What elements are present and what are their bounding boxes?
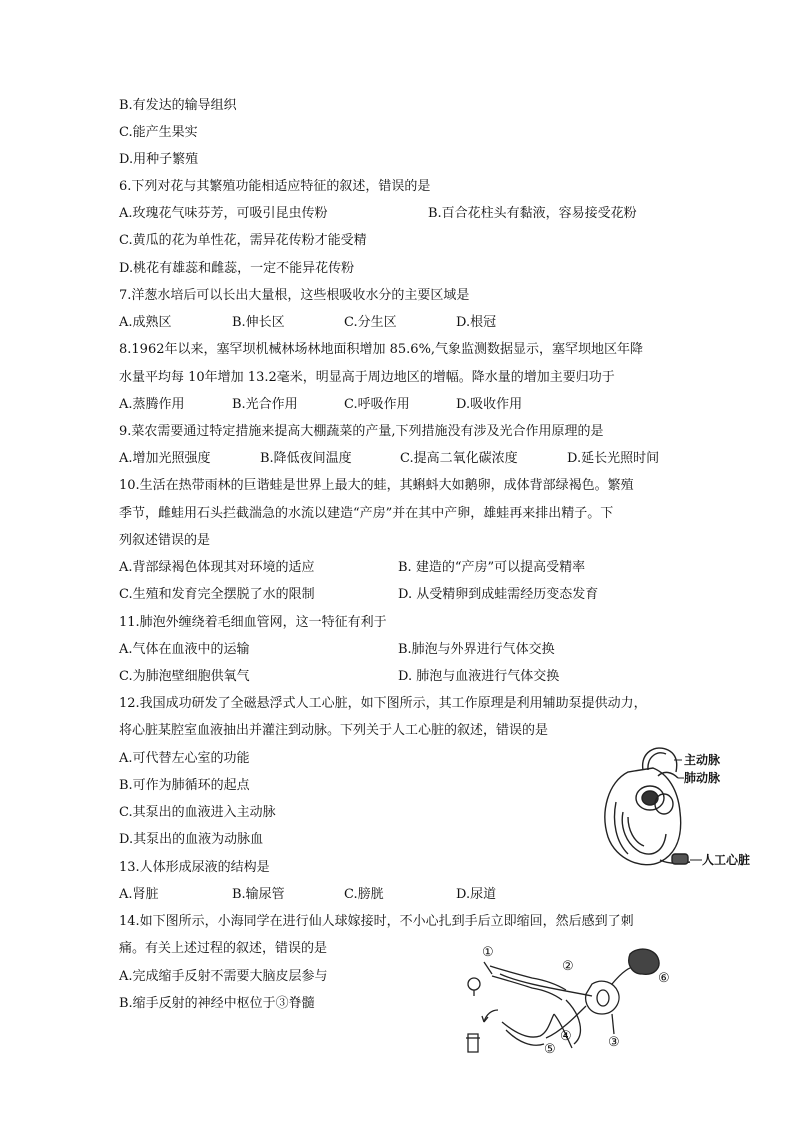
- marker-6: ⑥: [658, 971, 670, 986]
- q6-option-a: A.玫瑰花气味芬芳，可吸引昆虫传粉: [119, 206, 328, 221]
- q6-option-c: C.黄瓜的花为单性花，需异花传粉才能受精: [119, 233, 367, 248]
- option-line: D.用种子繁殖: [119, 152, 199, 167]
- marker-3: ③: [608, 1035, 620, 1050]
- q9-option-a: A.增加光照强度: [119, 451, 211, 466]
- q10-option-b: B. 建造的“产房”可以提高受精率: [398, 560, 586, 575]
- question-14: 14.如下图所示，小海同学在进行仙人球嫁接时，不小心扎到手后立即缩回，然后感到了刺: [119, 914, 634, 929]
- marker-2: ②: [562, 959, 574, 974]
- q8-option-b: B.光合作用: [232, 397, 298, 412]
- question-14-cont: 痛。有关上述过程的叙述，错误的是: [119, 941, 328, 956]
- artificial-heart-figure: [598, 742, 768, 874]
- q12-option-b: B.可作为肺循环的起点: [119, 778, 250, 793]
- q14-option-a: A.完成缩手反射不需要大脑皮层参与: [119, 969, 328, 984]
- question-10-cont: 季节，雌蛙用石头拦截湍急的水流以建造“产房”并在其中产卵，雄蛙再来排出精子。下: [119, 506, 614, 521]
- q7-option-c: C.分生区: [344, 315, 397, 330]
- q13-option-c: C.膀胱: [344, 887, 384, 902]
- q11-option-b: B.肺泡与外界进行气体交换: [398, 642, 555, 657]
- question-10: 10.生活在热带雨林的巨谐蛙是世界上最大的蛙，其蝌蚪大如鹅卵，成体背部绿褐色。繁殖: [119, 478, 634, 493]
- q14-option-b: B.缩手反射的神经中枢位于③脊髓: [119, 996, 315, 1011]
- question-11: 11.肺泡外缠绕着毛细血管网，这一特征有利于: [119, 615, 387, 630]
- q7-option-d: D.根冠: [456, 315, 497, 330]
- marker-5: ⑤: [544, 1042, 556, 1057]
- q13-option-b: B.输尿管: [232, 887, 285, 902]
- question-8: 8.1962年以来，塞罕坝机械林场林地面积增加 85.6%,气象监测数据显示，塞罕坝地区年降: [119, 342, 644, 357]
- q13-option-d: D.尿道: [456, 887, 497, 902]
- q10-option-a: A.背部绿褐色体现其对环境的适应: [119, 560, 315, 575]
- question-13: 13.人体形成尿液的结构是: [119, 860, 270, 875]
- q12-option-d: D.其泵出的血液为动脉血: [119, 832, 264, 847]
- question-10-cont: 列叙述错误的是: [119, 533, 211, 548]
- question-6: 6.下列对花与其繁殖功能相适应特征的叙述，错误的是: [119, 179, 431, 194]
- q13-option-a: A.肾脏: [119, 887, 159, 902]
- q6-option-b: B.百合花柱头有黏液，容易接受花粉: [428, 206, 637, 221]
- q9-option-d: D.延长光照时间: [567, 451, 660, 466]
- marker-1: ①: [482, 945, 494, 960]
- label-artificial-heart: 人工心脏: [702, 853, 751, 867]
- marker-4: ④: [560, 1029, 572, 1044]
- question-8-cont: 水量平均每 10年增加 13.2毫米，明显高于周边地区的增幅。降水量的增加主要归功于: [119, 370, 615, 385]
- label-aorta: 主动脉: [684, 753, 721, 767]
- q9-option-b: B.降低夜间温度: [260, 451, 352, 466]
- q10-option-d: D. 从受精卵到成蛙需经历变态发育: [398, 587, 599, 602]
- question-12: 12.我国成功研发了全磁悬浮式人工心脏，如下图所示，其工作原理是利用辅助泵提供动力，: [119, 696, 647, 711]
- q7-option-a: A.成熟区: [119, 315, 172, 330]
- option-line: B.有发达的输导组织: [119, 98, 237, 113]
- q11-option-c: C.为肺泡壁细胞供氧气: [119, 669, 250, 684]
- q11-option-a: A.气体在血液中的运输: [119, 642, 250, 657]
- q8-option-d: D.吸收作用: [456, 397, 523, 412]
- q9-option-c: C.提高二氧化碳浓度: [400, 451, 518, 466]
- q11-option-d: D. 肺泡与血液进行气体交换: [398, 669, 560, 684]
- q12-option-a: A.可代替左心室的功能: [119, 751, 250, 766]
- q12-option-c: C.其泵出的血液进入主动脉: [119, 805, 276, 820]
- q8-option-c: C.呼吸作用: [344, 397, 410, 412]
- reflex-arc-figure: [462, 944, 680, 1060]
- q8-option-a: A.蒸腾作用: [119, 397, 185, 412]
- q6-option-d: D.桃花有雄蕊和雌蕊，一定不能异花传粉: [119, 261, 355, 276]
- question-9: 9.菜农需要通过特定措施来提高大棚蔬菜的产量,下列措施没有涉及光合作用原理的是: [119, 424, 604, 439]
- question-12-cont: 将心脏某腔室血液抽出并灌注到动脉。下列关于人工心脏的叙述，错误的是: [119, 723, 549, 738]
- label-pulmonary-artery: 肺动脉: [684, 771, 721, 785]
- question-7: 7.洋葱水培后可以长出大量根，这些根吸收水分的主要区域是: [119, 288, 470, 303]
- option-line: C.能产生果实: [119, 125, 198, 140]
- q7-option-b: B.伸长区: [232, 315, 285, 330]
- q10-option-c: C.生殖和发育完全摆脱了水的限制: [119, 587, 315, 602]
